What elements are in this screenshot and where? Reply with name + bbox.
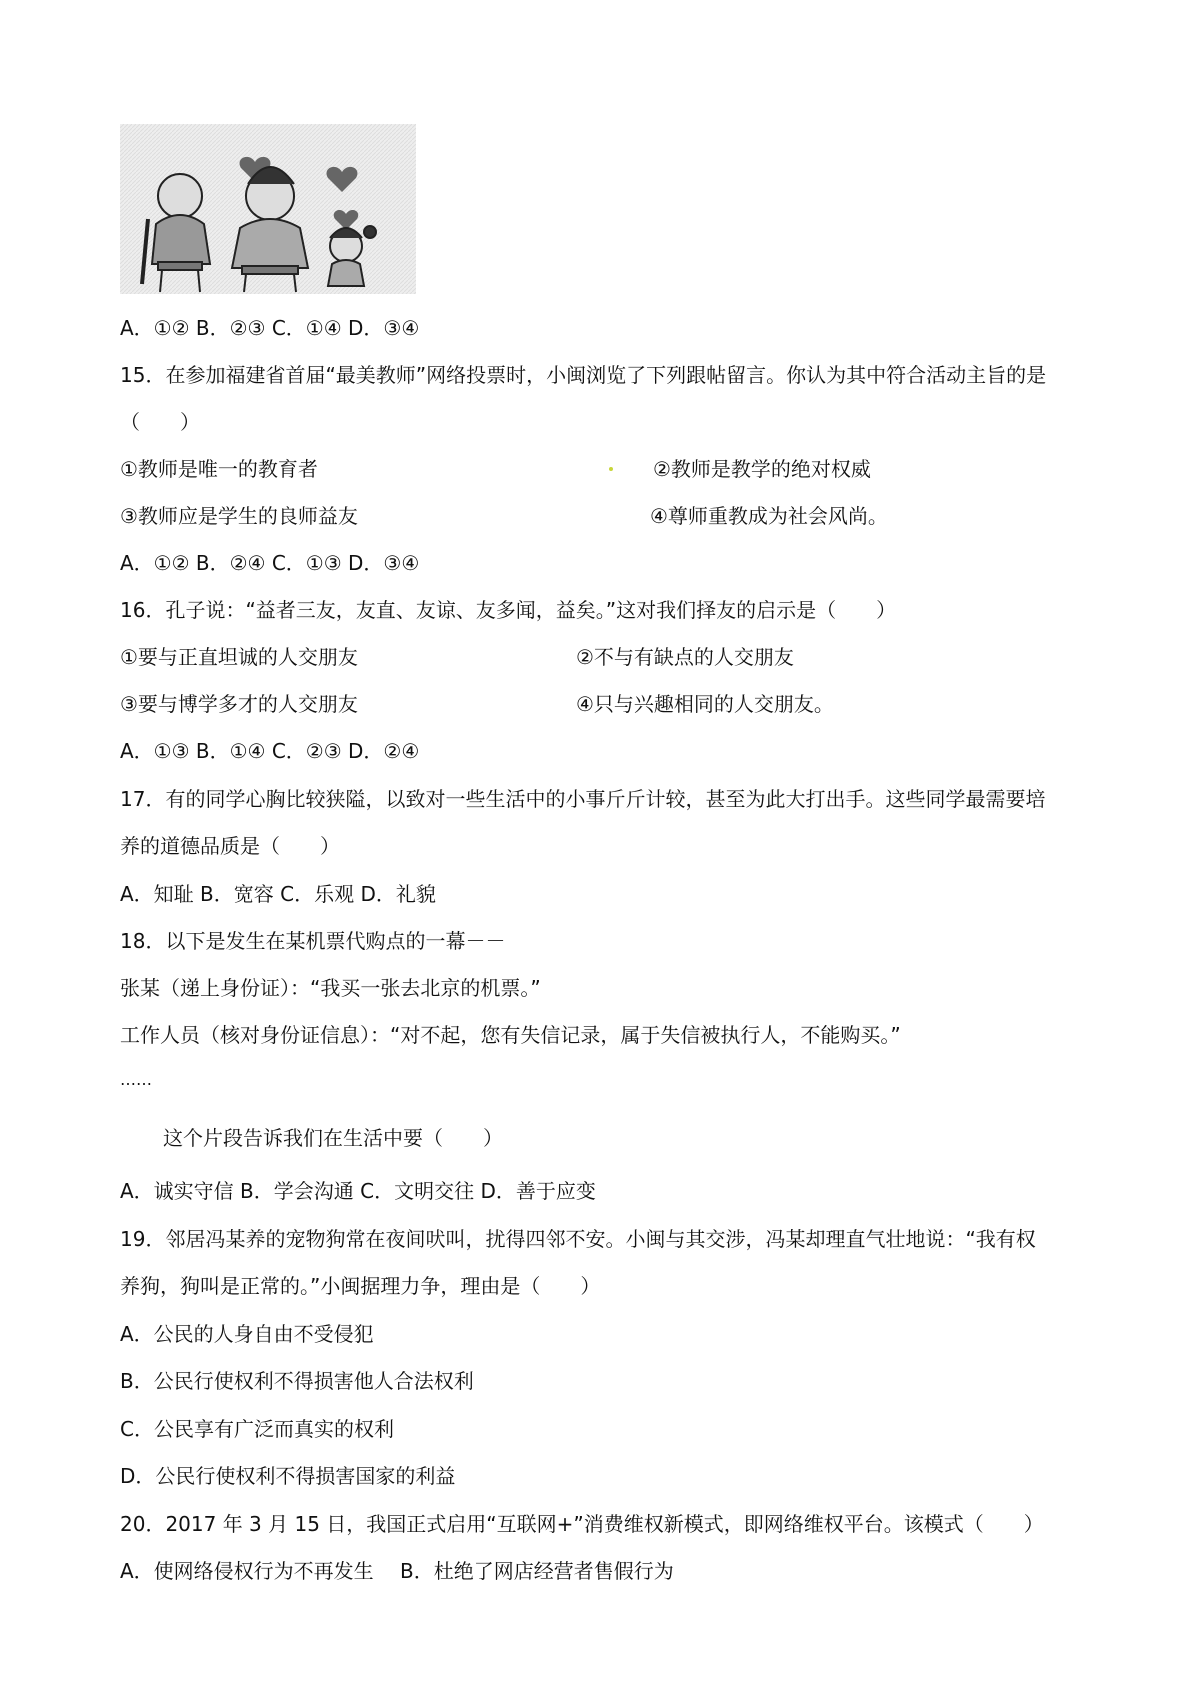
q15-stem-line2: （ ） — [120, 410, 200, 434]
q17-stem-line2: 养的道德品质是（ ） — [120, 834, 340, 858]
q17-options: A．知耻 B．宽容 C．乐观 D．礼貌 — [120, 882, 436, 906]
q18-ellipsis: …… — [120, 1070, 152, 1089]
q18-question: 这个片段告诉我们在生活中要（ ） — [163, 1126, 503, 1150]
q19-stem-line2: 养狗，狗叫是正常的。”小闽据理力争，理由是（ ） — [120, 1274, 601, 1298]
q16-item-3: ③要与博学多才的人交朋友 — [120, 692, 358, 716]
q19-stem-line1: 19．邻居冯某养的宠物狗常在夜间吠叫，扰得四邻不安。小闽与其交涉，冯某却理直气壮地说：“我有权 — [120, 1227, 1036, 1251]
q15-options: A．①② B．②④ C．①③ D．③④ — [120, 551, 420, 575]
q18-stem: 18．以下是发生在某机票代购点的一幕－－ — [120, 929, 506, 953]
q17-stem-line1: 17．有的同学心胸比较狭隘，以致对一些生活中的小事斤斤计较，甚至为此大打出手。这些同学最需要培 — [120, 787, 1046, 811]
q20-stem: 20．2017 年 3 月 15 日，我国正式启用“互联网+”消费维权新模式，即网络维权平台。该模式（ ） — [120, 1512, 1044, 1536]
q18-dialog-1: 张某（递上身份证）：“我买一张去北京的机票。” — [120, 976, 541, 1000]
q20-options: A．使网络侵权行为不再发生 B．杜绝了网店经营者售假行为 — [120, 1559, 674, 1583]
q15-item-1: ①教师是唯一的教育者 — [120, 457, 318, 481]
q15-item-2: ②教师是教学的绝对权威 — [653, 457, 871, 481]
family-cartoon-image — [120, 124, 416, 294]
q19-option-b: B．公民行使权利不得损害他人合法权利 — [120, 1369, 474, 1393]
q15-item-4: ④尊师重教成为社会风尚。 — [650, 504, 888, 528]
q19-option-d: D．公民行使权利不得损害国家的利益 — [120, 1464, 456, 1488]
q18-options: A．诚实守信 B．学会沟通 C．文明交往 D．善于应变 — [120, 1179, 596, 1203]
q16-item-2: ②不与有缺点的人交朋友 — [576, 645, 794, 669]
q18-dialog-2: 工作人员（核对身份证信息）：“对不起，您有失信记录，属于失信被执行人，不能购买。” — [120, 1023, 901, 1047]
q19-option-a: A．公民的人身自由不受侵犯 — [120, 1322, 374, 1346]
q16-options: A．①③ B．①④ C．②③ D．②④ — [120, 739, 420, 763]
q15-stem-line1: 15．在参加福建省首届“最美教师”网络投票时，小闽浏览了下列跟帖留言。你认为其中符合活动主旨的是 — [120, 363, 1047, 387]
q16-stem: 16．孔子说：“益者三友，友直、友谅、友多闻，益矣。”这对我们择友的启示是（ ） — [120, 598, 897, 622]
decorative-dot — [609, 467, 613, 471]
q15-item-3: ③教师应是学生的良师益友 — [120, 504, 358, 528]
q16-item-1: ①要与正直坦诚的人交朋友 — [120, 645, 358, 669]
q16-item-4: ④只与兴趣相同的人交朋友。 — [576, 692, 834, 716]
q19-option-c: C．公民享有广泛而真实的权利 — [120, 1417, 394, 1441]
q14-options: A．①② B．②③ C．①④ D．③④ — [120, 316, 420, 340]
